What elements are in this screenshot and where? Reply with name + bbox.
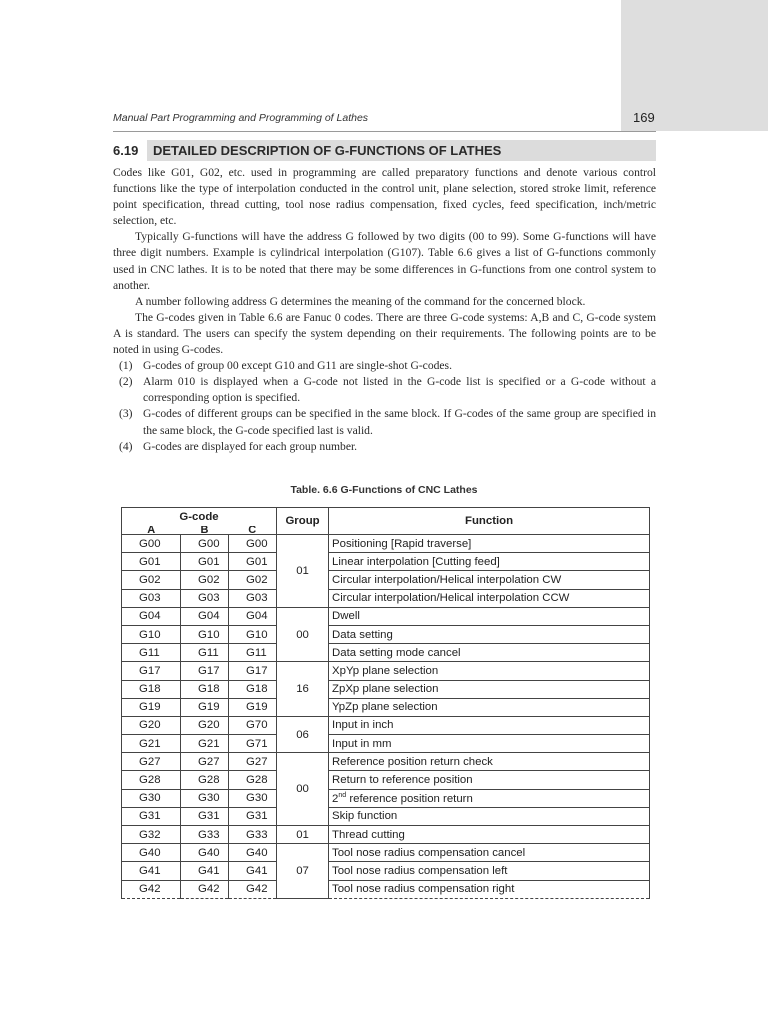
code-a: G42 — [122, 880, 181, 898]
function-cell: Linear interpolation [Cutting feed] — [329, 553, 650, 571]
code-c: G27 — [229, 753, 277, 771]
group-header: Group — [277, 508, 329, 535]
point-text: G-codes of different groups can be specified in the same block. If G-codes of the same group are specified in the same block, the G-code specified last is valid. — [143, 407, 656, 437]
table-row — [122, 625, 650, 643]
code-c: G04 — [229, 607, 277, 625]
function-cell: Return to reference position — [329, 771, 650, 789]
code-a: G31 — [122, 807, 181, 825]
code-a: G40 — [122, 844, 181, 862]
point-item — [113, 406, 656, 438]
ordinal-number: 2 — [332, 792, 339, 805]
code-b: G04 — [181, 607, 229, 625]
code-c: G71 — [229, 735, 277, 753]
table-row — [122, 644, 650, 662]
code-c: G11 — [229, 644, 277, 662]
point-item — [113, 358, 656, 374]
page-number: 169 — [633, 110, 655, 125]
code-c: G40 — [229, 844, 277, 862]
paragraph: Codes like G01, G02, etc. used in programming are called preparatory functions and denote various control functions like the type of interpolation conducted in the control unit, plane selection, stored stroke limit, reference point specification, thread cutting, tool nose radius compensation, fixed cycles, feed specification, inch/metric selection, etc. — [113, 166, 656, 228]
system-c-header: C — [229, 526, 277, 535]
code-c: G41 — [229, 862, 277, 880]
code-b: G01 — [181, 553, 229, 571]
code-c: G33 — [229, 826, 277, 844]
paragraph: A number following address G determines the meaning of the command for the concerned block. — [135, 294, 586, 308]
table-row — [122, 553, 650, 571]
code-a: G02 — [122, 571, 181, 589]
body-text — [113, 165, 656, 455]
table-row — [122, 826, 650, 844]
code-b: G30 — [181, 789, 229, 807]
table-row — [122, 680, 650, 698]
code-c: G00 — [229, 535, 277, 553]
function-cell: YpZp plane selection — [329, 698, 650, 716]
point-number: (3) — [119, 407, 133, 421]
table-row — [122, 698, 650, 716]
table-row — [122, 589, 650, 607]
table-row — [122, 571, 650, 589]
function-cell: Tool nose radius compensation left — [329, 862, 650, 880]
code-c: G30 — [229, 789, 277, 807]
code-b: G20 — [181, 716, 229, 734]
code-b: G10 — [181, 625, 229, 643]
code-a: G32 — [122, 826, 181, 844]
code-a: G10 — [122, 625, 181, 643]
code-b: G27 — [181, 753, 229, 771]
code-c: G70 — [229, 716, 277, 734]
function-cell: Reference position return check — [329, 753, 650, 771]
code-b: G19 — [181, 698, 229, 716]
code-a: G00 — [122, 535, 181, 553]
function-text: reference position return — [346, 792, 473, 805]
code-a: G27 — [122, 753, 181, 771]
point-text: G-codes of group 00 except G10 and G11 are single-shot G-codes. — [143, 359, 452, 373]
table-row — [122, 862, 650, 880]
header-rule — [113, 131, 656, 132]
code-c: G19 — [229, 698, 277, 716]
table-row — [122, 662, 650, 680]
g-functions-table — [121, 507, 650, 899]
code-a: G01 — [122, 553, 181, 571]
code-b: G41 — [181, 862, 229, 880]
code-a: G28 — [122, 771, 181, 789]
table-row — [122, 535, 650, 553]
code-a: G30 — [122, 789, 181, 807]
function-cell: Thread cutting — [329, 826, 650, 844]
section-title: DETAILED DESCRIPTION OF G-FUNCTIONS OF LATHES — [147, 140, 656, 161]
group-cell: 16 — [277, 662, 329, 717]
code-c: G10 — [229, 625, 277, 643]
code-a: G03 — [122, 589, 181, 607]
code-b: G03 — [181, 589, 229, 607]
function-cell: ZpXp plane selection — [329, 680, 650, 698]
ordinal-suffix: nd — [338, 791, 347, 799]
group-cell: 00 — [277, 607, 329, 662]
running-head: Manual Part Programming and Programming of Lathes — [113, 112, 369, 124]
table-row — [122, 789, 650, 807]
code-c: G02 — [229, 571, 277, 589]
function-cell: Positioning [Rapid traverse] — [329, 535, 650, 553]
table-row — [122, 735, 650, 753]
code-c: G01 — [229, 553, 277, 571]
section-number: 6.19 — [113, 143, 139, 158]
table-row — [122, 771, 650, 789]
table-row — [122, 716, 650, 734]
code-c: G42 — [229, 880, 277, 898]
point-text: G-codes are displayed for each group number. — [143, 439, 358, 453]
gcode-header: G-code — [122, 508, 277, 527]
code-b: G18 — [181, 680, 229, 698]
function-cell: Circular interpolation/Helical interpolation CW — [329, 571, 650, 589]
point-item — [113, 439, 656, 455]
code-a: G20 — [122, 716, 181, 734]
code-a: G04 — [122, 607, 181, 625]
paragraph: The G-codes given in Table 6.6 are Fanuc 0 codes. There are three G-code systems: A,B and C, G-code system A is standard. The users can specify the system depending on their requirements. The following points are to be noted in using G-codes. — [113, 310, 656, 357]
function-header: Function — [329, 508, 650, 535]
function-cell: Dwell — [329, 607, 650, 625]
group-cell: 00 — [277, 753, 329, 826]
group-cell: 07 — [277, 844, 329, 899]
point-text: Alarm 010 is displayed when a G-code not listed in the G-code list is specified or a G-code without a corresponding option is specified. — [143, 375, 656, 405]
function-cell: Input in mm — [329, 735, 650, 753]
paragraph: Typically G-functions will have the address G followed by two digits (00 to 99). Some G-functions will have three digit numbers. Example is cylindrical interpolation (G107). Table 6.6 gives a list of G-functions commonly used in CNC lathes. It is to be noted that there may be some differences in G-functions from one control system to another. — [113, 230, 656, 292]
code-b: G31 — [181, 807, 229, 825]
code-b: G28 — [181, 771, 229, 789]
code-c: G03 — [229, 589, 277, 607]
group-cell: 01 — [277, 826, 329, 844]
point-number: (2) — [119, 375, 133, 389]
code-c: G28 — [229, 771, 277, 789]
group-cell: 06 — [277, 716, 329, 752]
numbered-points — [113, 358, 656, 455]
function-cell: Data setting mode cancel — [329, 644, 650, 662]
table-row — [122, 607, 650, 625]
code-b: G02 — [181, 571, 229, 589]
code-a: G17 — [122, 662, 181, 680]
function-cell: Tool nose radius compensation right — [329, 880, 650, 898]
code-b: G33 — [181, 826, 229, 844]
code-a: G21 — [122, 735, 181, 753]
code-a: G18 — [122, 680, 181, 698]
table-caption: Table. 6.6 G-Functions of CNC Lathes — [290, 484, 478, 496]
code-c: G17 — [229, 662, 277, 680]
code-a: G19 — [122, 698, 181, 716]
code-b: G40 — [181, 844, 229, 862]
code-c: G31 — [229, 807, 277, 825]
point-number: (1) — [119, 359, 133, 373]
function-cell: Skip function — [329, 807, 650, 825]
code-b: G21 — [181, 735, 229, 753]
table-row — [122, 844, 650, 862]
code-a: G41 — [122, 862, 181, 880]
code-b: G11 — [181, 644, 229, 662]
point-item — [113, 374, 656, 406]
code-a: G11 — [122, 644, 181, 662]
function-cell: Circular interpolation/Helical interpolation CCW — [329, 589, 650, 607]
function-cell: Input in inch — [329, 716, 650, 734]
code-b: G00 — [181, 535, 229, 553]
table-row — [122, 880, 650, 898]
table-row — [122, 807, 650, 825]
table-row — [122, 753, 650, 771]
system-a-header: A — [122, 526, 181, 535]
function-cell: Tool nose radius compensation cancel — [329, 844, 650, 862]
system-b-header: B — [181, 526, 229, 535]
function-cell — [329, 789, 650, 807]
point-number: (4) — [119, 439, 133, 453]
code-c: G18 — [229, 680, 277, 698]
code-b: G42 — [181, 880, 229, 898]
function-cell: XpYp plane selection — [329, 662, 650, 680]
function-cell: Data setting — [329, 625, 650, 643]
code-b: G17 — [181, 662, 229, 680]
group-cell: 01 — [277, 535, 329, 608]
